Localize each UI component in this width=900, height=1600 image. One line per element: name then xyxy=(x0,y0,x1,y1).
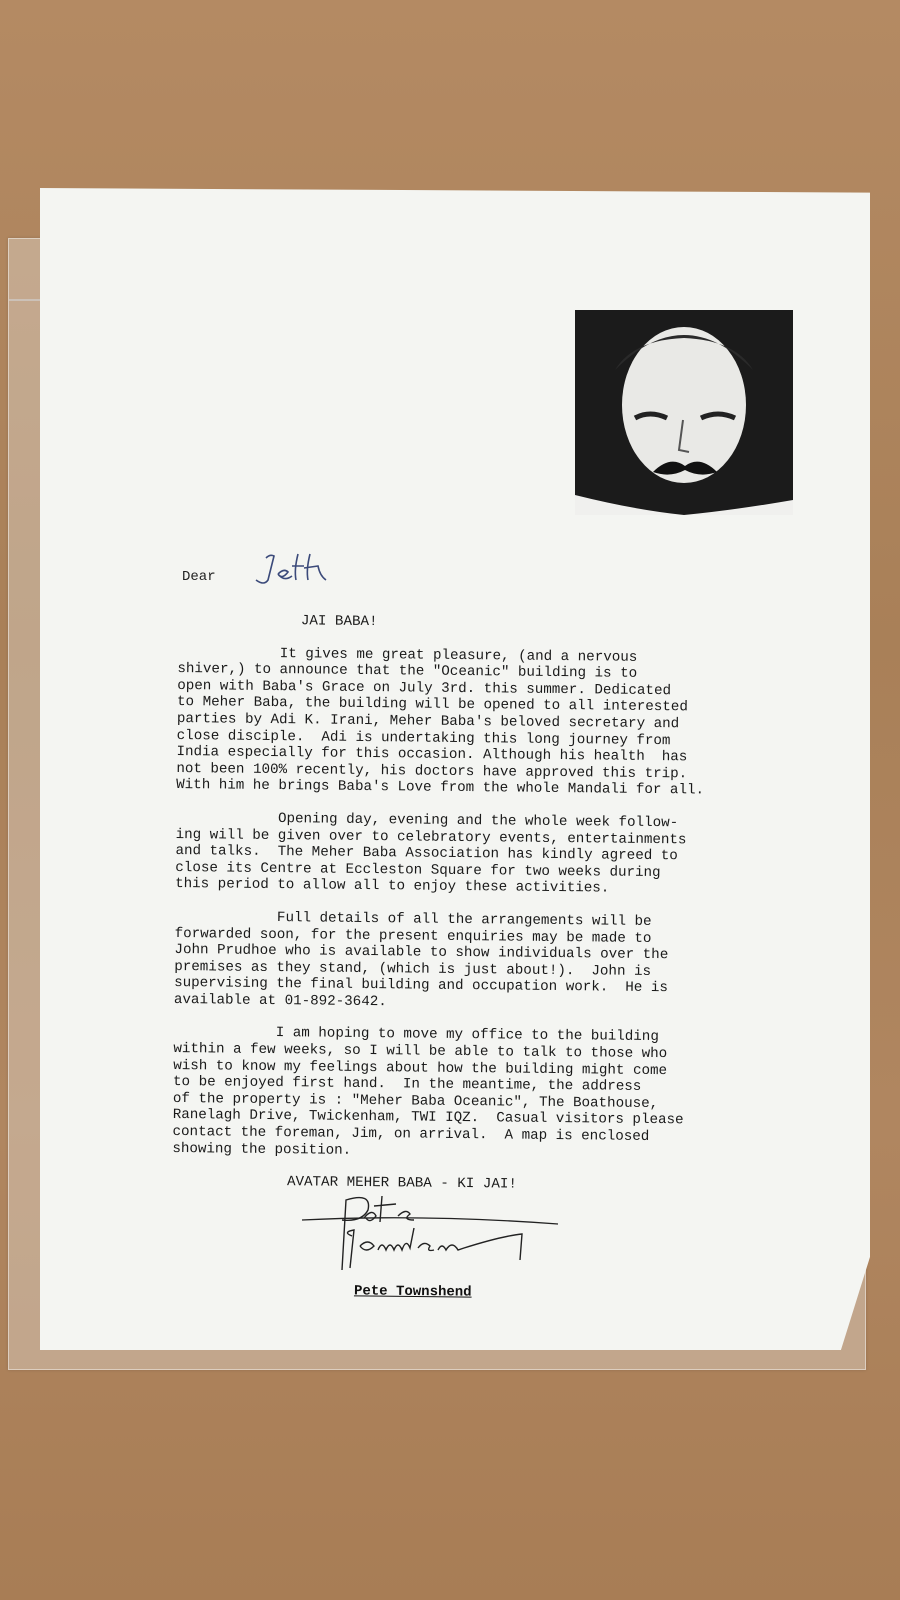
greeting: JAI BABA! xyxy=(300,613,378,631)
paragraph-2: Opening day, evening and the whole week follow- ing will be given over to celebratory events, entertainments and talks. The Meher Baba Association has kindly agreed to close its Centre at Eccleston Square for two weeks during this period to allow all to enjoy these activities. xyxy=(175,809,687,897)
handwritten-signature xyxy=(302,1190,572,1290)
paragraph-3: Full details of all the arrangements will be forwarded soon, for the present enquiries may be made to John Prudhoe who is available to show individuals over the premises as they stand, (which is just about!). John is supervising the final building and occupation work. He is available at 01-892-3642. xyxy=(173,908,669,1011)
handwritten-recipient xyxy=(248,550,328,590)
signer-name: Pete Townshend xyxy=(353,1283,472,1301)
letter-body xyxy=(172,612,798,1196)
salutation: Dear xyxy=(182,569,216,585)
portrait-image xyxy=(575,310,793,515)
portrait-photo xyxy=(575,310,793,515)
paragraph-1: It gives me great pleasure, (and a nervous shiver,) to announce that the "Oceanic" building is to open with Baba's Grace on July 3rd. this summer. Dedicated to Meher Baba, the building will be opened to all interested parties by Adi K. Irani, Meher Baba's beloved secretary and close disciple. Adi is undertaking this long journey from India especially for this occasion. Although his health has not been 100% recently, his doctors have approved this trip. With him he brings Baba's Love from the whole Mandali for all. xyxy=(176,644,705,799)
closing: AVATAR MEHER BABA - KI JAI! xyxy=(286,1174,517,1193)
paragraph-4: I am hoping to move my office to the building within a few weeks, so I will be able to talk to those who wish to know my feelings about how the building might come to be enjoyed first hand. In the meantime, the address of the property is : "Meher Baba Oceanic", The Boathouse, Ranelagh Drive, Twickenham, TWI IQZ. Casual visitors please contact the foreman, Jim, on arrival. A map is enclosed showing the position. xyxy=(172,1024,684,1159)
